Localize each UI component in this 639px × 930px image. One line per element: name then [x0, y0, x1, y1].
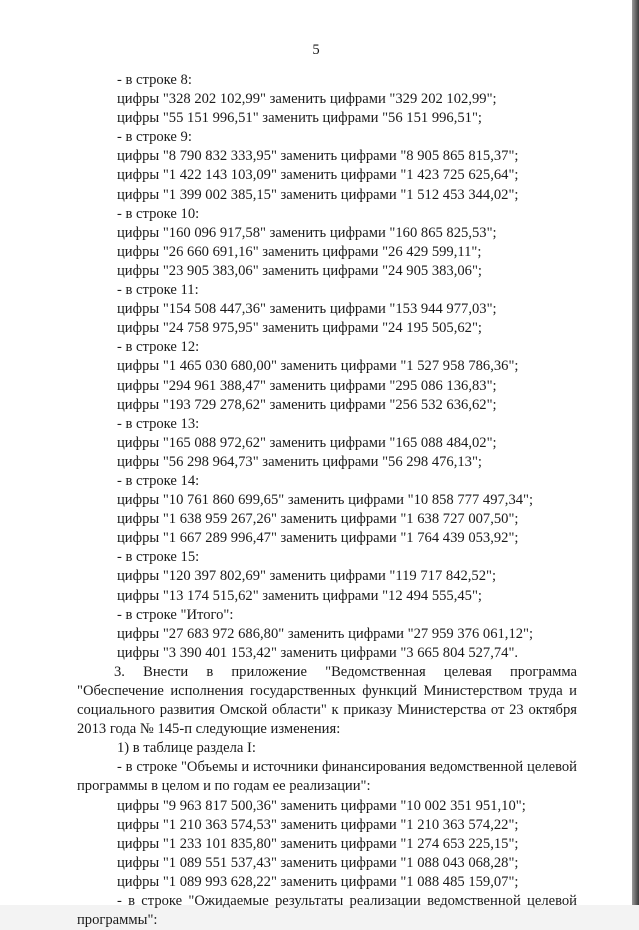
text-line: - в строке "Ожидаемые результаты реализации ведомственной целевой [117, 893, 577, 910]
text-line: цифры "9 963 817 500,36" заменить цифрами "10 002 351 951,10"; [117, 797, 526, 814]
text-line: цифры "294 961 388,47" заменить цифрами "295 086 136,83"; [117, 377, 497, 394]
text-line: цифры "160 096 917,58" заменить цифрами "160 865 825,53"; [117, 224, 497, 241]
text-line: цифры "1 089 993 628,22" заменить цифрами "1 088 485 159,07"; [117, 873, 519, 890]
text-line: цифры "328 202 102,99" заменить цифрами "329 202 102,99"; [117, 91, 497, 108]
text-line: цифры "55 151 996,51" заменить цифрами "56 151 996,51"; [117, 110, 482, 127]
text-line: 1) в таблице раздела I: [117, 740, 256, 757]
text-line: цифры "154 508 447,36" заменить цифрами "153 944 977,03"; [117, 301, 497, 318]
paragraph-3-line: "Обеспечение исполнения государственных функций Министерством труда и [77, 683, 577, 699]
paragraph-3-line: социального развития Омской области" к приказу Министерства от 23 октября [77, 702, 577, 719]
text-line: цифры "3 390 401 153,42" заменить цифрами "3 665 804 527,74". [117, 644, 519, 661]
paragraph-3-line: 3. Внести в приложение "Ведомственная целевая программа [114, 663, 577, 680]
text-line: - в строке 13: [117, 415, 200, 432]
text-line: цифры "13 174 515,62" заменить цифрами "12 494 555,45"; [117, 587, 482, 604]
text-line: цифры "1 233 101 835,80" заменить цифрами "1 274 653 225,15"; [117, 835, 519, 852]
text-line: - в строке "Итого": [117, 606, 234, 623]
paragraph-3-line: 2013 года № 145-п следующие изменения: [77, 721, 341, 738]
text-line: цифры "1 399 002 385,15" заменить цифрами "1 512 453 344,02"; [117, 186, 519, 203]
text-line: цифры "1 210 363 574,53" заменить цифрами "1 210 363 574,22"; [117, 816, 519, 833]
text-line: - в строке 12: [117, 339, 200, 356]
text-line: цифры "26 660 691,16" заменить цифрами "26 429 599,11"; [117, 243, 482, 260]
text-line: цифры "193 729 278,62" заменить цифрами "256 532 636,62"; [117, 396, 497, 413]
text-line: цифры "1 638 959 267,26" заменить цифрами "1 638 727 007,50"; [117, 511, 519, 528]
text-line: цифры "10 761 860 699,65" заменить цифрами "10 858 777 497,34"; [117, 492, 534, 509]
text-line: программы в целом и по годам ее реализации": [77, 778, 371, 795]
text-line: цифры "8 790 832 333,95" заменить цифрами "8 905 865 815,37"; [117, 148, 519, 165]
page-edge-shadow [632, 0, 639, 905]
text-line: - в строке 8: [117, 72, 192, 88]
text-line: цифры "1 667 289 996,47" заменить цифрами "1 764 439 053,92"; [117, 530, 519, 547]
document-body [77, 71, 577, 930]
text-line: цифры "27 683 972 686,80" заменить цифрами "27 959 376 061,12"; [117, 625, 534, 642]
text-line: цифры "56 298 964,73" заменить цифрами "56 298 476,13"; [117, 453, 482, 470]
page-number: 5 [312, 42, 320, 58]
text-line: цифры "23 905 383,06" заменить цифрами "24 905 383,06"; [117, 262, 482, 279]
text-line: - в строке "Объемы и источники финансирования ведомственной целевой [117, 759, 577, 776]
text-line: цифры "1 422 143 103,09" заменить цифрами "1 423 725 625,64"; [117, 167, 519, 184]
text-line: - в строке 9: [117, 129, 192, 146]
text-line: цифры "24 758 975,95" заменить цифрами "24 195 505,62"; [117, 320, 482, 337]
text-line: цифры "1 465 030 680,00" заменить цифрами "1 527 958 786,36"; [117, 358, 519, 375]
text-line: - в строке 10: [117, 205, 200, 222]
text-line: цифры "120 397 802,69" заменить цифрами "119 717 842,52"; [117, 568, 497, 585]
text-line: - в строке 11: [117, 282, 199, 299]
text-line: - в строке 15: [117, 549, 200, 566]
text-line: цифры "165 088 972,62" заменить цифрами "165 088 484,02"; [117, 434, 497, 451]
text-line: программы": [77, 912, 158, 929]
text-line: - в строке 14: [117, 472, 200, 489]
text-line: цифры "1 089 551 537,43" заменить цифрами "1 088 043 068,28"; [117, 854, 519, 871]
